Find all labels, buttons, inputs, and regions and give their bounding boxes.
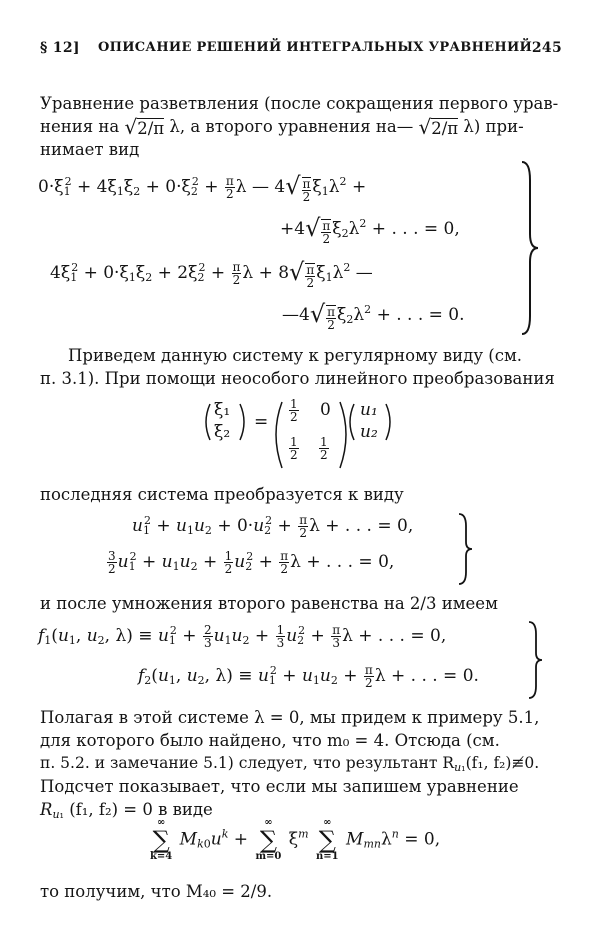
final-eq-tail: = 0, [404, 829, 441, 850]
term-M: M [179, 829, 198, 850]
para5-line5: $R_{u_1}$ (f₁, f₂) = 0 в виде [40, 800, 213, 821]
system3-brace [526, 620, 546, 700]
para1-line3: нимает вид [40, 140, 140, 159]
system1-brace [518, 160, 542, 336]
para6-line1: то получим, что M₄₀ = 2/9. [40, 882, 273, 901]
para1-line2-middle: λ, а второго уравнения на— [169, 117, 414, 136]
xi1: ξ₁ [214, 400, 231, 420]
para5-line5-text: (f₁, f₂) = 0 в виде [69, 800, 213, 819]
matrix-parens [200, 398, 410, 472]
para1-line1: Уравнение разветвления (после сокращения первого урав- [40, 94, 559, 113]
final-equation: ∞ ∑ k=4 $M_{k0}u^k$ + ∞ ∑ m=0 $\xi^m$ ∞ ∑ n=1 $M_{mn}\lambda^n = 0$, [150, 817, 441, 862]
m12: 0 [320, 400, 331, 420]
system1-row1: $0\cdot\xi_1^2 + 4\xi_1\xi_2 + 0\cdot\xi_2^2$ + $\frac{\pi}{2}$ λ — 4√ $\frac{\pi}{2}$ $\xi_1\lambda^2$ + [38, 172, 367, 204]
para2-line2: п. 3.1). При помощи неособого линейного преобразования [40, 369, 555, 388]
system2-brace [456, 512, 476, 586]
page-header [40, 40, 562, 60]
system3-row1: $f_1(u_1$, $u_2$, $\lambda) \equiv u_1^2$ + $\frac{2}{3}$ $u_1u_2$ + $\frac{1}{3}$ $u_2^2$ + $\frac{\pi}{3}$ λ + . . . = 0, [38, 623, 447, 650]
para5-line3-text: п. 5.2. и замечание 5.1) следует, что результант R [40, 754, 455, 772]
para3-line1: последняя система преобразуется к виду [40, 485, 404, 504]
m11: $\frac{1}{2}$ [290, 397, 298, 424]
para1-line2 [40, 115, 562, 140]
para5-line3-tail: (f₁, f₂)≢0. [465, 754, 540, 772]
page-number: 245 [531, 40, 562, 56]
sqrt-expression: √2/π [124, 114, 165, 139]
m22: $\frac{1}{2}$ [320, 435, 328, 462]
running-title: ОПИСАНИЕ РЕШЕНИЙ ИНТЕГРАЛЬНЫХ УРАВНЕНИЙ [98, 40, 533, 55]
m21: $\frac{1}{2}$ [290, 435, 298, 462]
sum-m: ∞ ∑ m=0 [255, 817, 282, 862]
para1-line2-start: нения на [40, 117, 120, 136]
system3-row2: $f_2(u_1$, $u_2$, $\lambda) \equiv u_1^2 + u_1u_2$ + $\frac{\pi}{2}$ λ + . . . = 0. [138, 663, 479, 690]
sum-n: ∞ ∑ n=1 [316, 817, 339, 862]
para5-line3: п. 5.2. и замечание 5.1) следует, что результант $R_{u_1}(f_1$, f₂)≢0. [40, 754, 540, 774]
para2-line1: Приведем данную систему к регулярному виду (см. [68, 346, 523, 365]
sqrt-expression-2: √2/π [418, 114, 459, 139]
u1: u₁ [360, 400, 378, 420]
para5-line1: Полагая в этой системе λ = 0, мы придем к примеру 5.1, [40, 708, 540, 727]
para5-line4: Подсчет показывает, что если мы запишем уравнение [40, 777, 519, 796]
section-marker: § 12] [40, 40, 80, 56]
para4-line1: и после умножения второго равенства на 2/3 имеем [40, 594, 498, 613]
system1-row4: —4√ $\frac{\pi}{2}$ $\xi_2\lambda^2$ + . . . = 0. [282, 300, 465, 332]
sqrt-content: 2/π [137, 118, 165, 138]
matrix-equals: = [254, 412, 269, 432]
system2-row1: $u_1^2 + u_1u_2 + 0\cdot u_2^2$ + $\frac{\pi}{2}$ λ + . . . = 0, [132, 513, 414, 540]
resultant-symbol: R [40, 800, 53, 819]
para1-line2-end: λ) при- [463, 117, 524, 136]
sum-k: ∞ ∑ k=4 [150, 817, 173, 862]
u2: u₂ [360, 422, 378, 442]
system2-row2: $\frac{3}{2}$ $u_1^2 + u_1u_2$ + $\frac{1}{2}$ $u_2^2$ + $\frac{\pi}{2}$ λ + . . . = 0, [108, 549, 395, 576]
system1-row2: +4√ $\frac{\pi}{2}$ $\xi_2\lambda^2$ + . . . = 0, [280, 214, 460, 246]
para5-line2: для которого было найдено, что m₀ = 4. Отсюда (см. [40, 731, 500, 750]
system1-row3: $4\xi_1^2 + 0\cdot\xi_1\xi_2 + 2\xi_2^2$ + $\frac{\pi}{2}$ λ + 8√ $\frac{\pi}{2}$ $\xi_1\lambda^2$ — [50, 258, 373, 290]
xi2: ξ₂ [214, 422, 231, 442]
